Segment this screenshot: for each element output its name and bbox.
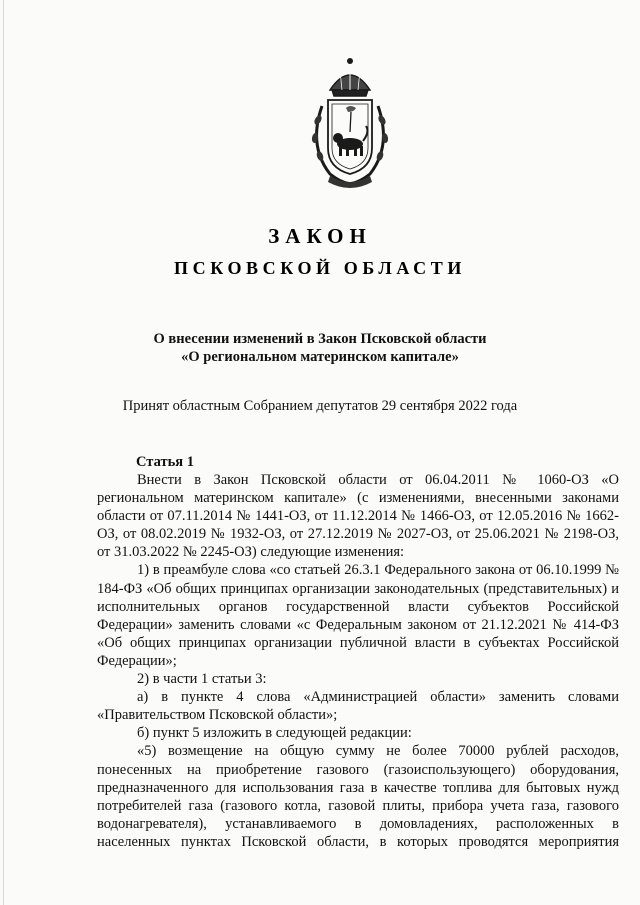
document-region: ПСКОВСКОЙ ОБЛАСТИ xyxy=(174,258,466,278)
scan-edge-line xyxy=(3,0,4,905)
document-title: ЗАКОН xyxy=(268,224,372,248)
article-paragraph: «5) возмещение на общую сумму не более 70000 рублей расходов, понесенных на приобретение газового (газоиспользующего) оборудования, предназначенного для использования газа в качестве топлива для бытовых нужд потребителей газа (газового котла, газовой плиты, прибора учета газа, газового водонагревателя), устанавливаемого в домовладениях, расположенных в населенных пунктах Псковской области, в которых проводятся мероприятия xyxy=(97,743,619,850)
law-subject xyxy=(0,330,640,366)
adoption-note: Принят областным Собранием депутатов 29 сентября 2022 года xyxy=(122,398,518,414)
pskov-coat-of-arms-icon xyxy=(300,56,400,190)
law-subject-line: «О региональном материнском капитале» xyxy=(181,349,459,365)
article-heading: Статья 1 xyxy=(136,454,194,470)
article-paragraph: Внести в Закон Псковской области от 06.04.2011 № 1060-ОЗ «О региональном материнском капитале» (с изменениями, внесенными законами области от 07.11.2014 № 1441-ОЗ, от 11.12.2014 № 1466-ОЗ, от 12.05.2016 № 1662-ОЗ, от 08.02.2019 № 1932-ОЗ, от 27.12.2019 № 2027-ОЗ, от 25.06.2021 № 2198-ОЗ, от 31.03.2022 № 2245-ОЗ) следующие изменения: xyxy=(97,472,619,561)
article-paragraph: 2) в части 1 статьи 3: xyxy=(137,671,267,688)
article-paragraph: а) в пункте 4 слова «Администрацией области» заменить словами «Правительством Псковской области»; xyxy=(97,689,619,724)
article-paragraph: 1) в преамбуле слова «со статьей 26.3.1 Федерального закона от 06.10.1999 № 184-ФЗ «Об общих принципах организации законодательных (представительных) и исполнительных органов государственной власти субъектов Российской Федерации» заменить словами «с Федеральным законом от 21.12.2021 № 414-ФЗ «Об общих принципах организации публичной власти в субъектах Российской Федерации»; xyxy=(97,562,619,669)
article-paragraph: б) пункт 5 изложить в следующей редакции: xyxy=(137,725,412,742)
article-body xyxy=(97,471,619,851)
law-subject-line: О внесении изменений в Закон Псковской области xyxy=(153,331,487,347)
